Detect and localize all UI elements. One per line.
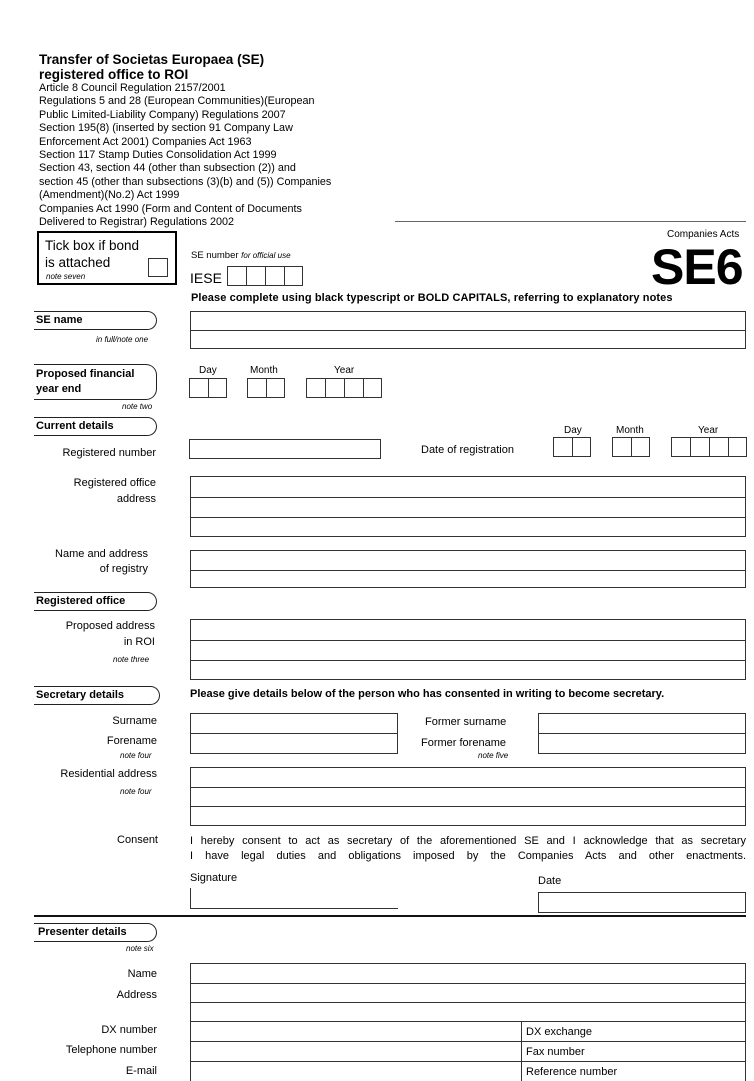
form-title-line2: registered office to ROI [39,67,189,82]
reg-month-label: Month [616,425,644,436]
section-tab-registered-office: Registered office [34,592,157,611]
email-label: E-mail [125,1065,157,1077]
fy-day-field[interactable] [189,378,227,398]
surname-field[interactable] [190,713,398,734]
consent-label: Consent [117,834,158,846]
se-number-label [191,249,291,262]
residential-address-note: note four [120,787,152,796]
legal-ref: section 45 (other than subsections (3)(b) and (5)) Companies [39,175,332,188]
date-field[interactable] [538,892,746,913]
registry-field[interactable] [190,550,746,588]
presenter-name-label: Name [127,968,157,980]
date-label: Date [538,875,562,887]
former-surname-field[interactable] [538,713,746,734]
forename-label: Forename [106,735,157,747]
former-forename-label: Former forename [421,737,506,749]
bond-label-line1: Tick box if bond [45,238,140,253]
date-of-registration-label: Date of registration [421,444,514,456]
proposed-address-field[interactable] [190,619,746,680]
bond-panel [37,231,177,285]
signature-field[interactable] [190,888,398,909]
legal-ref: Companies Act 1990 (Form and Content of Documents [39,202,302,215]
registered-number-field[interactable] [189,439,381,459]
residential-address-label: Residential address [60,768,157,780]
surname-label: Surname [112,715,157,727]
presenter-divider [34,915,746,917]
legal-ref: Public Limited-Liability Company) Regulations 2007 [39,108,286,121]
section-tab-secretary: Secretary details [34,686,160,705]
presenter-address-label: Address [116,989,157,1001]
telephone-field[interactable] [191,1042,520,1061]
companies-acts-label: Companies Acts [667,229,740,240]
dx-exchange-label: DX exchange [526,1026,593,1038]
reg-year-field[interactable] [671,437,747,457]
signature-label: Signature [190,872,238,884]
former-forename-field[interactable] [538,733,746,754]
proposed-address-label-line2: in ROI [123,636,155,648]
registered-number-label: Registered number [62,447,156,459]
se-number-text: SE number [191,250,239,261]
form-title-line1: Transfer of Societas Europaea (SE) [39,52,265,67]
section-tab-presenter: Presenter details [34,923,157,942]
dx-number-field[interactable] [191,1022,520,1041]
section-tab-current-details: Current details [34,417,157,436]
reg-day-label: Day [564,425,582,436]
se-number-digits[interactable] [227,266,303,286]
registry-label-line2: of registry [99,563,148,575]
financial-year-tab-line2: year end [36,383,82,395]
instructions: Please complete using black typescript or BOLD CAPITALS, referring to explanatory notes [191,292,673,304]
reg-year-label: Year [698,425,719,436]
se-name-field[interactable] [190,311,746,349]
proposed-address-note: note three [113,655,150,664]
reference-label: Reference number [526,1066,618,1078]
secretary-instruction: Please give details below of the person who has consented in writing to become secretary. [190,688,665,700]
legal-ref: Regulations 5 and 28 (European Communities)(European [39,95,315,108]
proposed-address-label-line1: Proposed address [65,620,155,632]
header-rule [395,221,746,222]
legal-ref: Section 195(8) (inserted by section 91 Company Law [39,122,293,135]
legal-ref: Delivered to Registrar) Regulations 2002 [39,216,235,229]
se-number-note: for official use [241,251,291,260]
financial-year-tab-line1: Proposed financial [36,368,135,380]
legal-ref: (Amendment)(No.2) Act 1999 [39,189,180,202]
registry-label-line1: Name and address [55,548,148,560]
former-forename-note: note five [478,751,509,760]
residential-address-field[interactable] [190,767,746,826]
legal-ref: Enforcement Act 2001) Companies Act 1963 [39,135,252,148]
reg-month-field[interactable] [612,437,650,457]
presenter-name-address-field[interactable] [190,963,746,1022]
section-tab-financial-year [34,364,157,400]
fy-month-field[interactable] [247,378,285,398]
consent-text-line2: I have legal duties and obligations imposed by the Companies Acts and other enactments. [190,850,746,862]
forename-note: note four [120,751,152,760]
bond-label-line2: is attached [45,255,111,270]
legal-ref: Article 8 Council Regulation 2157/2001 [39,82,226,94]
email-field[interactable] [191,1062,520,1081]
presenter-note: note six [126,944,154,953]
current-office-label-line1: Registered office [73,477,156,489]
consent-text-line1: I hereby consent to act as secretary of the aforementioned SE and I acknowledge that as secretary [190,835,746,847]
fy-day-label: Day [199,365,217,376]
bond-checkbox[interactable] [148,258,168,277]
former-surname-label: Former surname [425,716,507,728]
fy-year-field[interactable] [306,378,382,398]
se-name-note: in full/note one [96,335,149,344]
form-code: SE6 [651,239,743,295]
telephone-label: Telephone number [65,1044,157,1056]
current-office-address-field[interactable] [190,476,746,537]
fy-month-label: Month [250,365,278,376]
financial-year-note: note two [122,402,153,411]
bond-note: note seven [46,272,86,281]
legal-ref: Section 117 Stamp Duties Consolidation Act 1999 [39,149,277,162]
section-tab-se-name: SE name [34,311,157,330]
current-office-label-line2: address [116,493,156,505]
legal-ref: Section 43, section 44 (other than subsection (2)) and [39,162,296,175]
legal-references [39,82,331,229]
forename-field[interactable] [190,733,398,754]
reg-day-field[interactable] [553,437,591,457]
fy-year-label: Year [334,365,355,376]
fax-label: Fax number [526,1046,585,1058]
se-number-prefix: IESE [190,270,222,286]
dx-number-label: DX number [101,1024,157,1036]
